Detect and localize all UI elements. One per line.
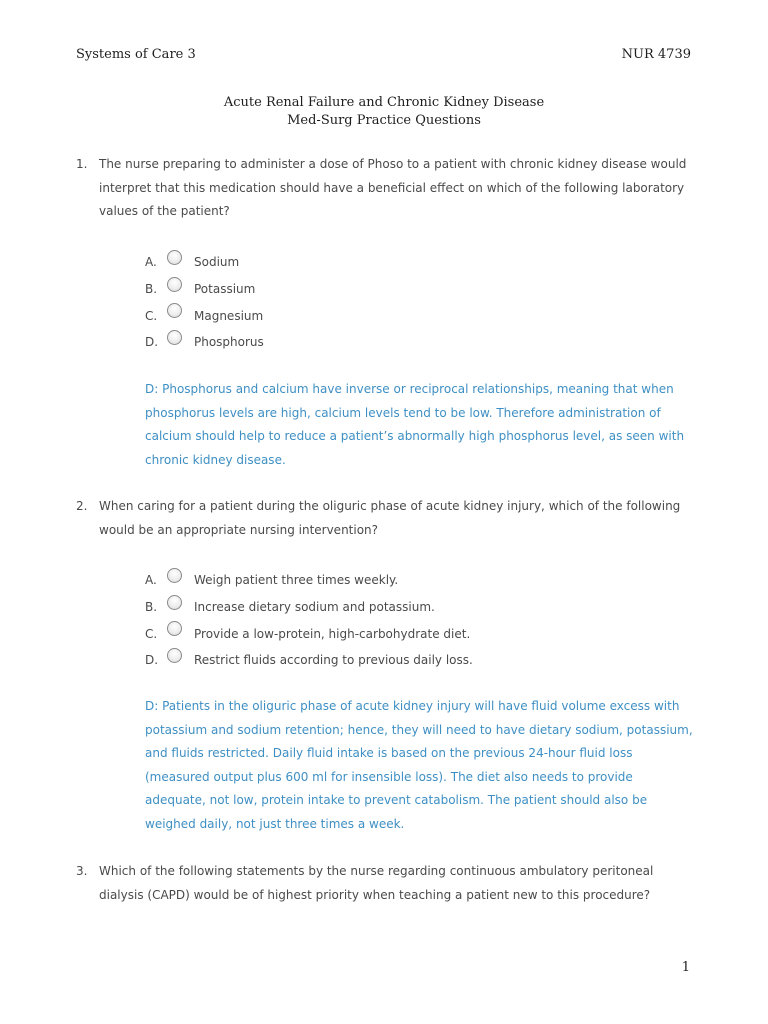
radio-button-icon[interactable] <box>167 277 182 292</box>
option-b[interactable] <box>145 276 264 303</box>
question-1 <box>76 153 696 224</box>
page-number: 1 <box>681 960 690 975</box>
question-2-options <box>145 567 473 674</box>
question-1-answer: D: Phosphorus and calcium have inverse or reciprocal relationships, meaning that when phosphorus levels are high, calcium levels tend to be low. Therefore administration of calcium should help to reduce a patient’s abnormally high phosphorus level, as seen with chronic kidney disease. <box>145 382 685 467</box>
radio-button-icon[interactable] <box>167 621 182 636</box>
option-letter: A. <box>145 573 157 588</box>
option-c[interactable] <box>145 620 473 647</box>
option-text: Restrict fluids according to previous daily loss. <box>194 653 473 668</box>
title-line-2: Med-Surg Practice Questions <box>287 113 481 128</box>
option-text: Provide a low-protein, high-carbohydrate diet. <box>194 626 471 641</box>
radio-button-icon[interactable] <box>167 330 182 345</box>
option-letter: D. <box>145 335 159 350</box>
option-letter: D. <box>145 653 159 668</box>
question-number: 2. <box>76 499 88 513</box>
option-text: Increase dietary sodium and potassium. <box>194 600 435 615</box>
option-text: Phosphorus <box>194 335 264 350</box>
question-2 <box>76 495 696 542</box>
option-letter: C. <box>145 308 158 323</box>
option-d[interactable] <box>145 647 473 674</box>
radio-button-icon[interactable] <box>167 303 182 318</box>
option-letter: B. <box>145 282 158 297</box>
option-text: Sodium <box>194 255 240 270</box>
document-title <box>0 94 768 130</box>
option-d[interactable] <box>145 329 264 356</box>
header-course-title: Systems of Care 3 <box>76 47 196 62</box>
option-a[interactable] <box>145 567 473 594</box>
radio-button-icon[interactable] <box>167 568 182 583</box>
option-c[interactable] <box>145 302 264 329</box>
option-text: Potassium <box>194 282 256 297</box>
radio-button-icon[interactable] <box>167 250 182 265</box>
option-a[interactable] <box>145 249 264 276</box>
option-letter: A. <box>145 255 157 270</box>
option-b[interactable] <box>145 594 473 621</box>
option-letter: C. <box>145 626 158 641</box>
option-letter: B. <box>145 600 158 615</box>
question-text: Which of the following statements by the nurse regarding continuous ambulatory peritoneal dialysis (CAPD) would be of highest priority when teaching a patient new to this procedure? <box>99 864 654 902</box>
radio-button-icon[interactable] <box>167 648 182 663</box>
question-2-answer: D: Patients in the oliguric phase of acute kidney injury will have fluid volume excess with potassium and sodium retention; hence, they will need to have dietary sodium, potassium, and fluids restricted. Daily fluid intake is based on the previous 24-hour fluid loss (measured output plus 600 ml for insensible loss). The diet also needs to provide adequate, not low, protein intake to prevent catabolism. The patient should also be weighed daily, not just three times a week. <box>145 699 693 831</box>
question-text: When caring for a patient during the oliguric phase of acute kidney injury, which of the following would be an appropriate nursing intervention? <box>99 499 681 537</box>
question-1-options <box>145 249 264 356</box>
title-line-1: Acute Renal Failure and Chronic Kidney Disease <box>223 95 545 110</box>
option-text: Magnesium <box>194 308 264 323</box>
question-number: 1. <box>76 157 88 171</box>
question-3 <box>76 860 696 907</box>
question-text: The nurse preparing to administer a dose of Phoso to a patient with chronic kidney disease would interpret that this medication should have a beneficial effect on which of the following laboratory values of the patient? <box>99 157 687 218</box>
radio-button-icon[interactable] <box>167 595 182 610</box>
header-course-code: NUR 4739 <box>621 47 691 62</box>
question-number: 3. <box>76 864 88 878</box>
option-text: Weigh patient three times weekly. <box>194 573 399 588</box>
